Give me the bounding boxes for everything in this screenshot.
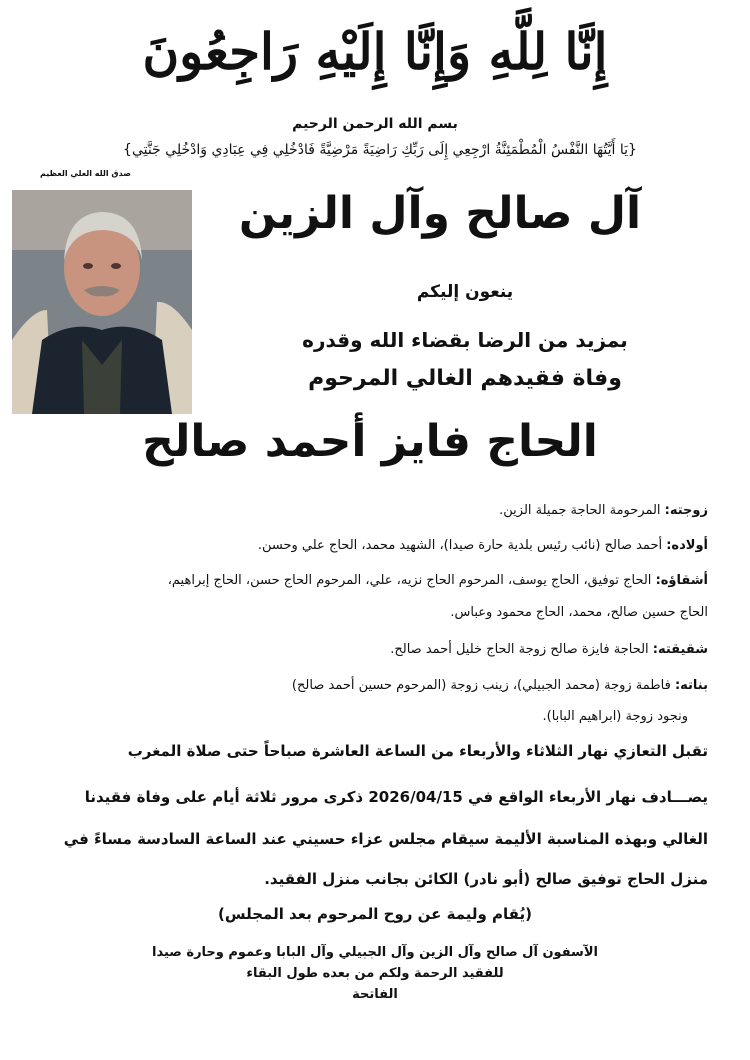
children-line	[40, 538, 708, 553]
sadaq-allah: صدق الله العلي العظيم	[40, 169, 131, 178]
wife-label: زوجته:	[664, 503, 708, 518]
children-text: أحمد صالح (نائب رئيس بلدية حارة صيدا)، الشهيد محمد، الحاج علي وحسن.	[257, 538, 667, 553]
daughters-label: بناته:	[674, 678, 708, 693]
death-line: وفاة فقيدهم الغالي المرحوم	[308, 366, 622, 391]
wife-text: المرحومة الحاجة جميلة الزين.	[499, 503, 665, 518]
deceased-name: الحاج فايز أحمد صالح	[142, 416, 598, 467]
children-label: أولاده:	[666, 538, 708, 553]
sister-line	[40, 642, 708, 657]
basmala: بسم الله الرحمن الرحيم	[292, 116, 458, 132]
quran-verse: {يَا أَيَّتُهَا النَّفْسُ الْمُطْمَئِنَّةُ ارْجِعِي إِلَى رَبِّكِ رَاضِيَةً مَرْضِيَّةً فَادْخُلِي فِي عِبَادِي وَادْخُلِي جَنَّتِي}	[123, 142, 637, 158]
brothers-line-2: الحاج حسين صالح، محمد، الحاج محمود وعباس.	[450, 605, 708, 620]
condolence-line-4: منزل الحاج توفيق صالح (أبو نادر) الكائن بجانب منزل الفقيد.	[264, 870, 708, 888]
deceased-photo	[12, 190, 192, 414]
daughters-text: فاطمة زوجة (محمد الجبيلي)، زينب زوجة (المرحوم حسين أحمد صالح)	[291, 678, 675, 693]
sister-text: الحاجة فايزة صالح زوجة الحاج خليل أحمد صالح.	[390, 642, 653, 657]
feast-note: (يُقام وليمة عن روح المرحوم بعد المجلس)	[218, 905, 532, 923]
closing-line-2: للفقيد الرحمة ولكم من بعده طول البقاء	[246, 966, 504, 981]
families-heading: آل صالح وآل الزين	[238, 188, 642, 239]
condolence-line-3: الغالي وبهذه المناسبة الأليمة سيقام مجلس عزاء حسيني عند الساعة السادسة مساءً في	[63, 830, 708, 848]
brothers-text: الحاج توفيق، الحاج يوسف، المرحوم الحاج نزيه، علي، المرحوم الحاج حسن، الحاج إبراهيم،	[167, 573, 656, 588]
closing-line-1: الآسفون آل صالح وآل الزين وآل الجبيلي وآل البابا وعموم وحارة صيدا	[152, 945, 598, 960]
sister-label: شقيقته:	[652, 642, 708, 657]
brothers-line	[40, 573, 708, 588]
closing-fatiha: الفاتحة	[352, 987, 398, 1002]
announce-line: ينعون إليكم	[416, 282, 514, 302]
daughters-line	[40, 678, 708, 693]
condolence-line-2: يصـــادف نهار الأربعاء الواقع في 2026/04/15 ذكرى مرور ثلاثة أيام على وفاة فقيدنا	[84, 788, 708, 806]
brothers-label: أشقاؤه:	[655, 573, 708, 588]
contentment-line: بمزيد من الرضا بقضاء الله وقدره	[302, 328, 628, 352]
daughters-line-2: ونجود زوجة (ابراهيم البابا).	[542, 709, 688, 724]
wife-line	[40, 503, 708, 518]
quran-verse-title: إِنَّا لِلَّهِ وَإِنَّا إِلَيْهِ رَاجِعُونَ	[142, 22, 608, 81]
condolence-line-1: تقبل التعازي نهار الثلاثاء والأربعاء من الساعة العاشرة صباحاً حتى صلاة المغرب	[127, 742, 708, 760]
